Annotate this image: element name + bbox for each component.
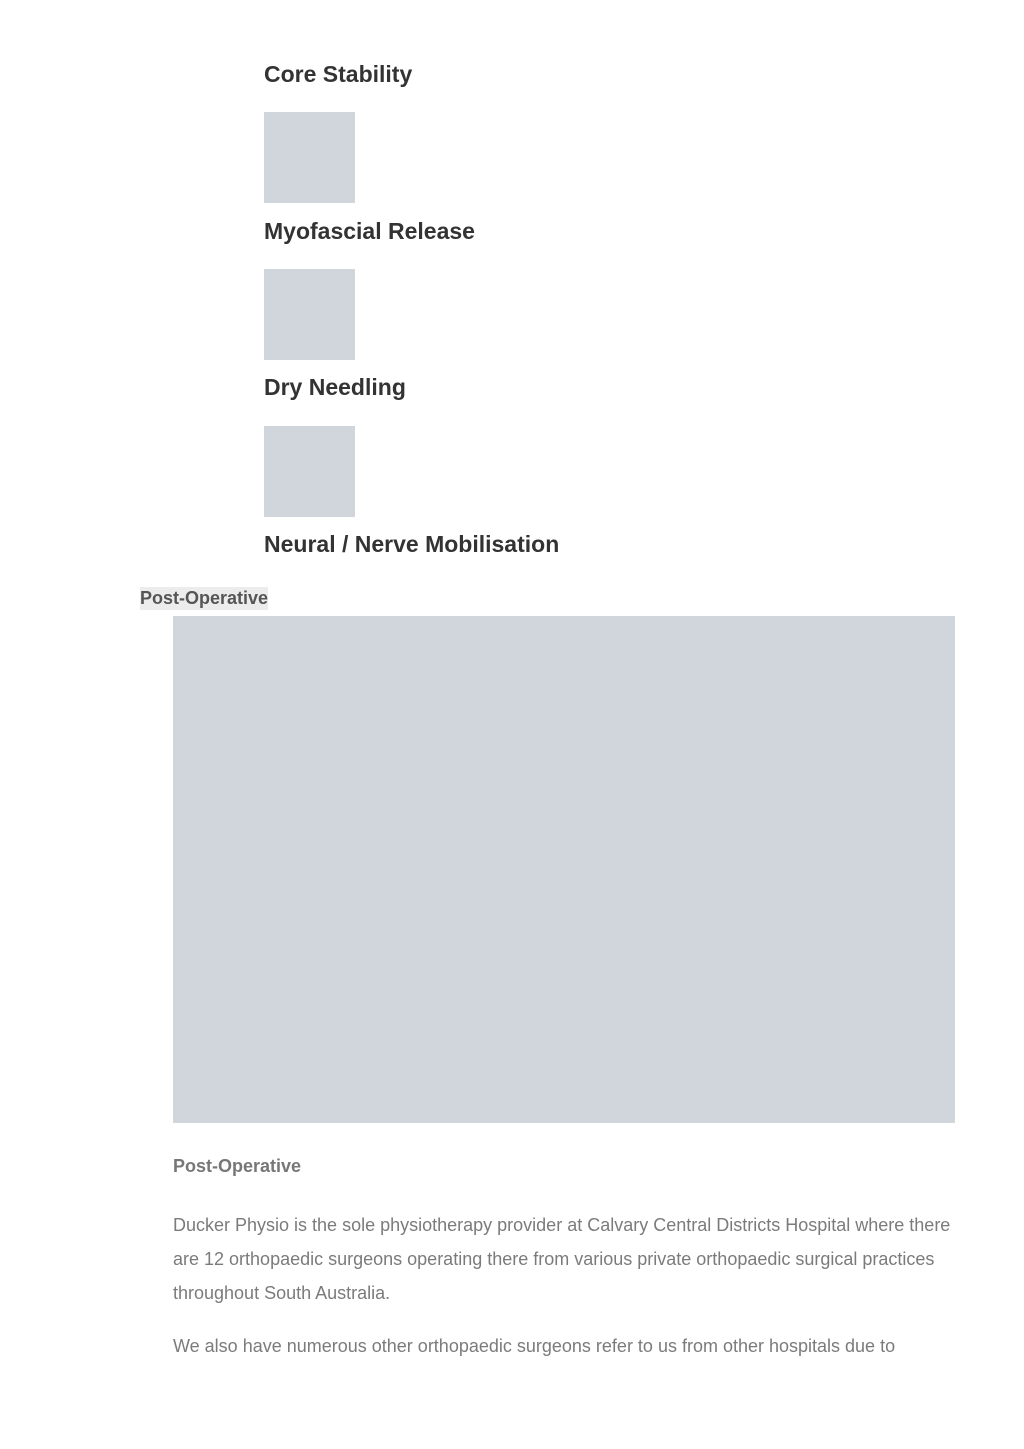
service-title-core-stability: Core Stability [264,61,413,87]
service-image-myofascial-release [264,269,355,360]
service-title-neural-nerve-mobilisation: Neural / Nerve Mobilisation [264,531,560,557]
section-paragraph-2: We also have numerous other orthopaedic surgeons refer to us from other hospitals due to [173,1336,896,1356]
service-title-myofascial-release: Myofascial Release [264,218,475,244]
tab-post-operative[interactable]: Post-Operative [140,588,269,608]
post-operative-image [173,616,955,1123]
section-paragraph-1: Ducker Physio is the sole physiotherapy provider at Calvary Central Districts Hospital where there are 12 orthopaedic surgeons operating there from various private orthopaedic surgical practices throughout South Australia. [173,1215,951,1303]
service-image-dry-needling [264,426,355,517]
service-title-dry-needling: Dry Needling [264,374,406,400]
section-heading: Post-Operative [173,1156,302,1176]
service-image-core-stability [264,112,355,203]
